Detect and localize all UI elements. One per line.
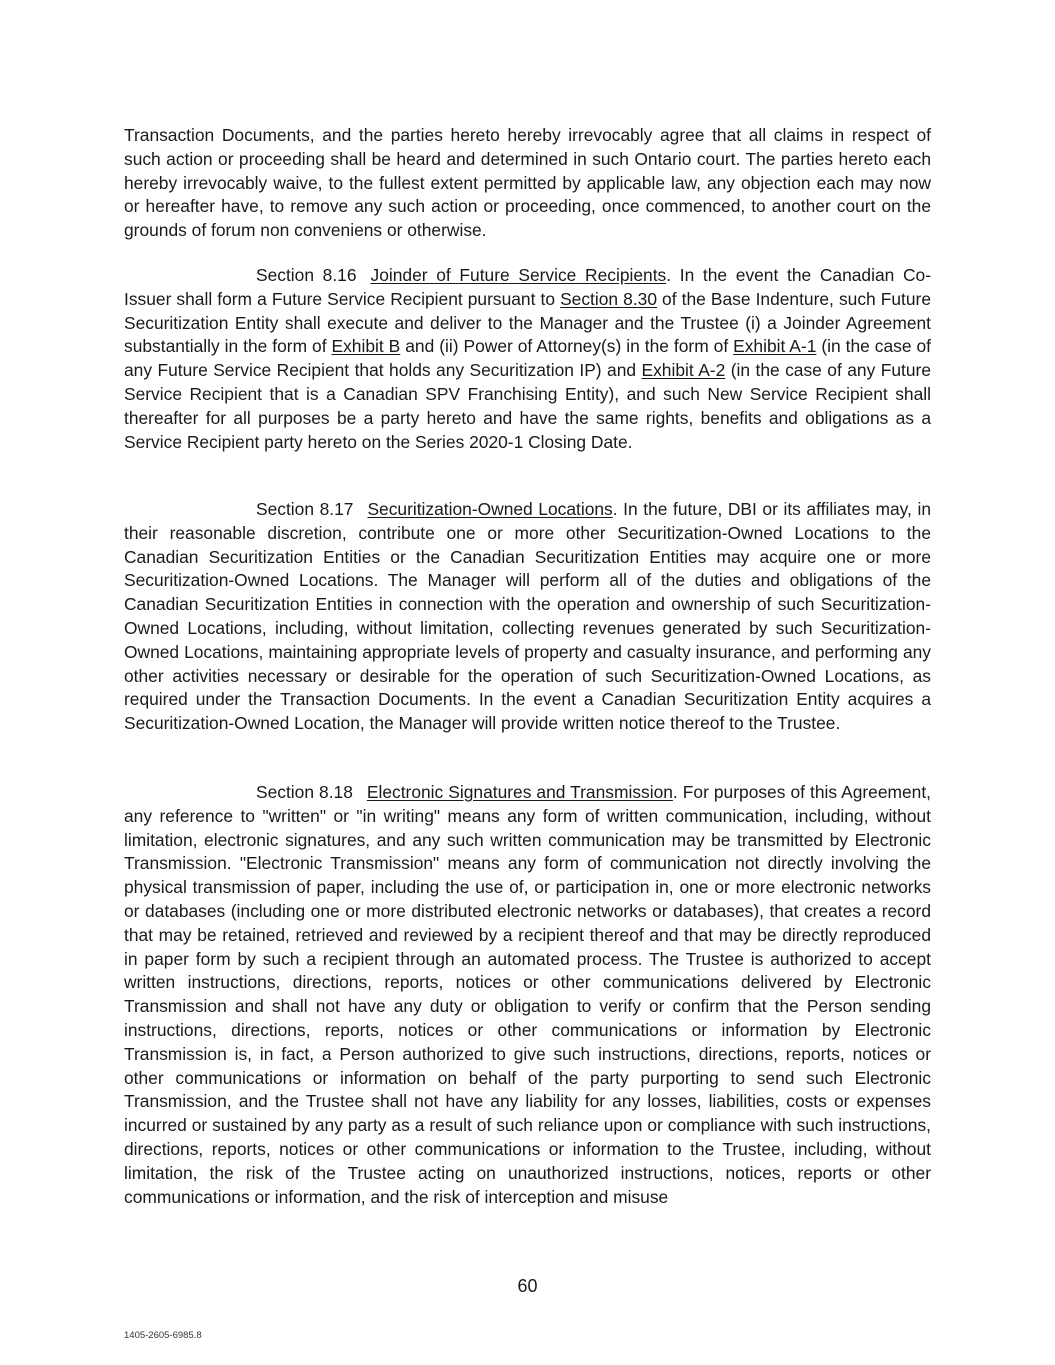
paragraph-continuation [124,124,931,243]
cross-reference: Exhibit A-1 [733,336,817,357]
section-number: Section 8.17 [256,499,354,519]
section-number: Section 8.16 [256,265,357,285]
cross-reference: Exhibit B [331,336,401,357]
cross-reference: Section 8.30 [560,288,657,309]
section-8-16 [124,264,931,454]
section-8-17 [124,498,931,736]
section-8-17-body: Section 8.17 Securitization-Owned Locations. In the future, DBI or its affiliates may, in their reasonable discretion, contribute one or more other Securitization-Owned Locations to the Canadian Securitization Entities or the Canadian Securitization Entities may acquire one or more Securitization-Owned Locations. The Manager will perform all of the duties and obligations of the Canadian Securitization Entities in connection with the operation and ownership of such Securitization-Owned Locations, including, without limitation, collecting revenues generated by such Securitization-Owned Locations, maintaining appropriate levels of property and casualty insurance, and performing any other activities necessary or desirable for the operation of such Securitization-Owned Locations, as required under the Transaction Documents. In the event a Canadian Securitization Entity acquires a Securitization-Owned Location, the Manager will provide written notice thereof to the Trustee. [124,499,931,734]
document-id: 1405-2605-6985.8 [124,1330,202,1341]
section-8-16-body: Section 8.16 Joinder of Future Service Recipients. In the event the Canadian Co-Issuer shall form a Future Service Recipient pursuant to Section 8.30 of the Base Indenture, such Future Securitization Entity shall execute and deliver to the Manager and the Trustee (i) a Joinder Agreement substantially in the form of Exhibit B and (ii) Power of Attorney(s) in the form of Exhibit A-1 (in the case of any Future Service Recipient that holds any Securitization IP) and Exhibit A-2 (in the case of any Future Service Recipient that is a Canadian SPV Franchising Entity), and such New Service Recipient shall thereafter for all purposes be a party hereto and have the same rights, benefits and obligations as a Service Recipient party hereto on the Series 2020-1 Closing Date. [124,265,932,452]
section-heading: Electronic Signatures and Transmission [366,782,673,802]
paragraph-text: Transaction Documents, and the parties hereto hereby irrevocably agree that all claims in respect of such action or proceeding shall be heard and determined in such Ontario court. The parties hereto each hereby irrevocably waive, to the fullest extent permitted by applicable law, any objection each may now or hereafter have, to remove any such action or proceeding, once commenced, to another court on the grounds of forum non conveniens or otherwise. [124,125,931,241]
section-number: Section 8.18 [256,782,353,802]
section-8-18 [124,781,931,1209]
section-8-18-body: Section 8.18 Electronic Signatures and Transmission. For purposes of this Agreement, any reference to "written" or "in writing" means any form of written communication, including, without limitation, electronic signatures, and any such written communication may be transmitted by Electronic Transmission. "Electronic Transmission" means any form of communication not directly involving the physical transmission of paper, including the use of, or participation in, one or more electronic networks or databases (including one or more distributed electronic networks or databases), that creates a record that may be retained, retrieved and reviewed by a recipient thereof and that may be directly reproduced in paper form by such a recipient through an automated process. The Trustee is authorized to accept written instructions, directions, reports, notices or other communications delivered by Electronic Transmission and shall not have any duty or obligation to verify or confirm that the Person sending instructions, directions, reports, notices or other communications or information by Electronic Transmission is, in fact, a Person authorized to give such instructions, directions, reports, notices or other communications or information on behalf of the party purporting to send such Electronic Transmission, and the Trustee shall not have any liability for any losses, liabilities, costs or expenses incurred or sustained by any party as a result of such reliance upon or compliance with such instructions, directions, reports, notices or other communications or information to the Trustee, including, without limitation, the risk of the Trustee acting on unauthorized instructions, notices, reports or other communications or information, and the risk of interception and misuse [124,782,932,1207]
cross-reference: Exhibit A-2 [641,360,726,381]
page-number: 60 [517,1276,538,1296]
section-heading: Joinder of Future Service Recipients [370,265,667,285]
section-heading: Securitization-Owned Locations [367,499,613,519]
